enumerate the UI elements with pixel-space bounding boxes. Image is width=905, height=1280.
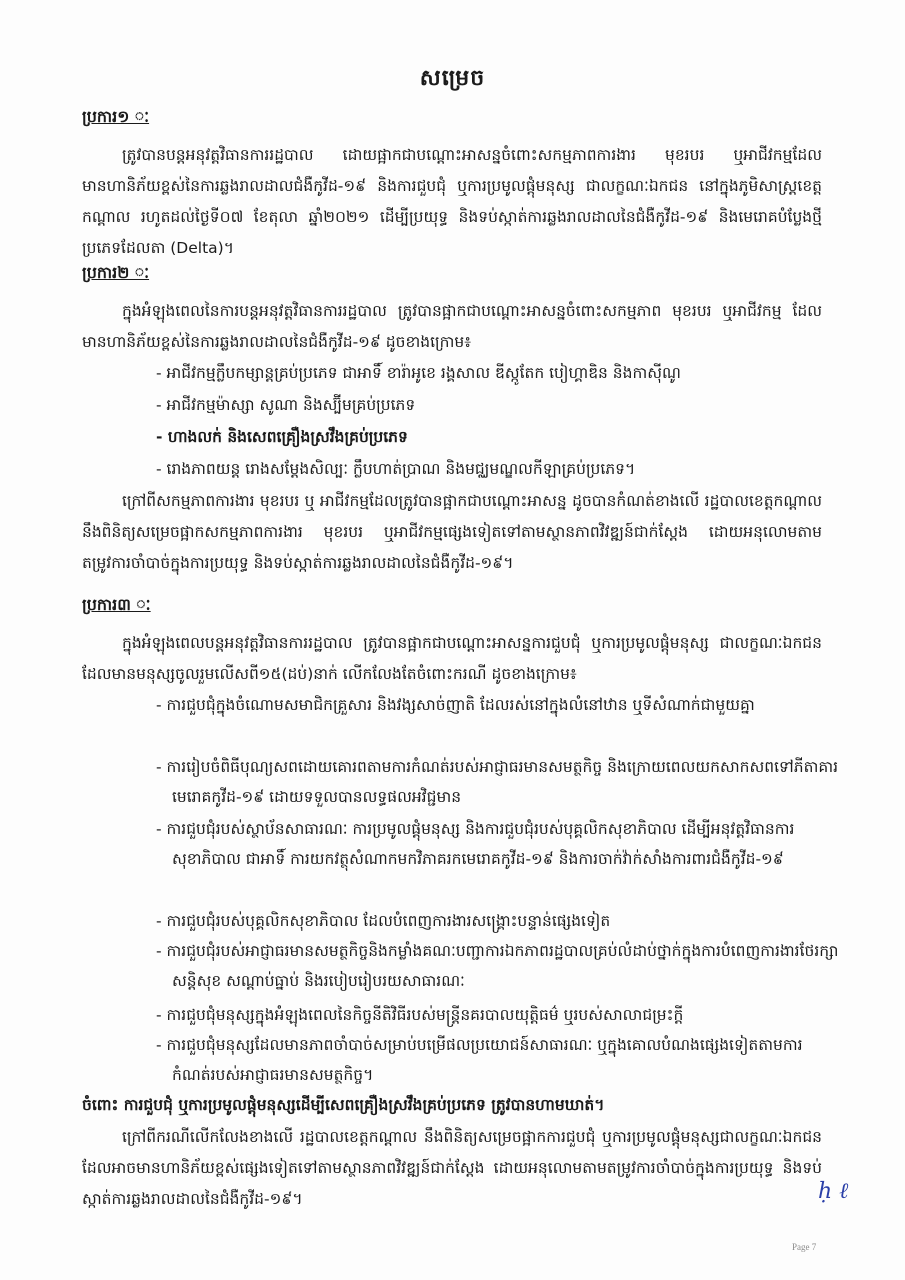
article-3-intro: ក្នុងអំឡុងពេលបន្តអនុវត្តវិធានការរដ្ឋបាល ត្រូវបានផ្អាកជាបណ្តោះអាសន្នការជួបជុំ ឬការប្រមូលផ្តុំមនុស្ស ជាលក្ខណៈឯកជនដែលមានមនុស្សចូលរួមលើសពី១៥(ដប់)នាក់ លើកលែងតែចំពោះករណី ដូចខាងក្រោម៖ bbox=[82, 634, 822, 683]
page-title: សម្រេច bbox=[419, 66, 486, 91]
article-2-heading: ប្រការ២ ៈ bbox=[82, 263, 150, 282]
article-1-text: ត្រូវបានបន្តអនុវត្តវិធានការរដ្ឋបាល ដោយផ្អាកជាបណ្តោះអាសន្នចំពោះសកម្មភាពការងារ មុខរបរ ឬអាជីវកម្មដែលមានហានិភ័យខ្ពស់នៃការឆ្លងរាលដាលជំងឺកូវីដ-១៩ និងការជួបជុំ ឬការប្រមូលផ្តុំមនុស្ស ជាលក្ខណៈឯកជន នៅក្នុងភូមិសាស្ត្រខេត្តកណ្តាល រហូតដល់ថ្ងៃទី០៧ ខែតុលា ឆ្នាំ២០២១ ដើម្បីប្រយុទ្ធ និងទប់ស្កាត់ការឆ្លងរាលដាលនៃជំងឺកូវីដ-១៩ និងមេរោគបំប្លែងថ្មីប្រភេទដែលតា (Delta)។ bbox=[82, 146, 822, 257]
article-3-item-6: - ការជួបជុំមនុស្សក្នុងអំឡុងពេលនៃកិច្ចនីតិវិធីរបស់មន្ត្រីនគរបាលយុត្តិធម៌ ឬរបស់សាលាជម្រះក្តី bbox=[156, 1006, 684, 1024]
article-3-item-5: - ការជួបជុំរបស់អាជ្ញាធរមានសមត្ថកិច្ចនិងកម្លាំងគណៈបញ្ជាការឯកភាពរដ្ឋបាលគ្រប់លំដាប់ថ្នាក់ក្នុងការបំពេញការងារថែរក្សាសន្តិសុខ សណ្តាប់ធ្នាប់ និងរបៀបរៀបរយសាធារណៈ bbox=[156, 942, 839, 990]
article-3-item-4: - ការជួបជុំរបស់បុគ្គលិកសុខាភិបាល ដែលបំពេញការងារសង្គ្រោះបន្ទាន់ផ្សេងទៀត bbox=[156, 912, 611, 930]
article-2-item-4: - រោងភាពយន្ត រោងសម្តែងសិល្បៈ ក្លឹបហាត់ប្រាណ និងមជ្ឈមណ្ឌលកីឡាគ្រប់ប្រភេទ។ bbox=[156, 460, 636, 478]
article-2-item-3: - ហាងលក់ និងសេពគ្រឿងស្រវឹងគ្រប់ប្រភេទ bbox=[156, 428, 408, 446]
article-2-item-2: - អាជីវកម្មម៉ាស្សា សូណា និងស្ប៊ីមគ្រប់ប្រភេទ bbox=[156, 396, 416, 414]
article-3-heading: ប្រការ៣ ៈ bbox=[82, 595, 151, 614]
article-1-heading: ប្រការ១ ៈ bbox=[82, 107, 150, 126]
article-2-item-1: - អាជីវកម្មក្លឹបកម្សាន្តគ្រប់ប្រភេទ ជាអាទិ៍ ខារ៉ាអូខេ រង្គសាល ឌីស្កូតែក បៀហ្គាឌិន និងកាស៊ីណូ bbox=[156, 364, 681, 382]
article-2-closing: ក្រៅពីសកម្មភាពការងារ មុខរបរ ឬ អាជីវកម្មដែលត្រូវបានផ្អាកជាបណ្តោះអាសន្ន ដូចបានកំណត់ខាងលើ រដ្ឋបាលខេត្តកណ្តាល នឹងពិនិត្យសម្រេចផ្អាកសកម្មភាពការងារ មុខរបរ ឬអាជីវកម្មផ្សេងទៀតទៅតាមស្ថានភាពវិវឌ្ឍន៍ជាក់ស្តែង ដោយអនុលោមតាមតម្រូវការចាំបាច់ក្នុងការប្រយុទ្ធ និងទប់ស្កាត់ការឆ្លងរាលដាលនៃជំងឺកូវីដ-១៩។ bbox=[82, 492, 822, 572]
handwritten-initials: ḥ ℓ bbox=[818, 1179, 849, 1204]
article-3-item-2: - ការរៀបចំពិធីបុណ្យសពដោយគោរពតាមការកំណត់របស់អាជ្ញាធរមានសមត្ថកិច្ច និងក្រោយពេលយកសាកសពទៅភីតាគារមេរោគកូវីដ-១៩ ដោយទទួលបានលទ្ធផលអវិជ្ជមាន bbox=[156, 758, 839, 806]
article-2-intro: ក្នុងអំឡុងពេលនៃការបន្តអនុវត្តវិធានការរដ្ឋបាល ត្រូវបានផ្អាកជាបណ្តោះអាសន្នចំពោះសកម្មភាព មុខរបរ ឬអាជីវកម្ម ដែលមានហានិភ័យខ្ពស់នៃការឆ្លងរាលដាលនៃជំងឺកូវីដ-១៩ ដូចខាងក្រោម៖ bbox=[82, 302, 822, 351]
page-number: Page 7 bbox=[792, 1242, 817, 1252]
article-3-item-7: - ការជួបជុំមនុស្សដែលមានភាពចាំបាច់សម្រាប់បម្រើផលប្រយោជន៍សាធារណៈ ឬក្នុងគោលបំណងផ្សេងទៀតតាមការកំណត់របស់អាជ្ញាធរមានសមត្ថកិច្ច។ bbox=[156, 1036, 803, 1084]
article-3-prohibition: ចំពោះ ការជួបជុំ ឬការប្រមូលផ្តុំមនុស្សដើម្បីសេពគ្រឿងស្រវឹងគ្រប់ប្រភេទ ត្រូវបានហាមឃាត់។ bbox=[82, 1096, 605, 1114]
article-3-closing: ក្រៅពីករណីលើកលែងខាងលើ រដ្ឋបាលខេត្តកណ្តាល នឹងពិនិត្យសម្រេចផ្អាកការជួបជុំ ឬការប្រមូលផ្តុំមនុស្សជាលក្ខណៈឯកជនដែលអាចមានហានិភ័យខ្ពស់ផ្សេងទៀតទៅតាមស្ថានភាពវិវឌ្ឍន៍ជាក់ស្តែង ដោយអនុលោមតាមតម្រូវការចាំបាច់ក្នុងការប្រយុទ្ធ និងទប់ស្កាត់ការឆ្លងរាលដាលនៃជំងឺកូវីដ-១៩។ bbox=[82, 1128, 822, 1208]
article-3-item-3: - ការជួបជុំរបស់ស្ថាប័នសាធារណៈ ការប្រមូលផ្តុំមនុស្ស និងការជួបជុំរបស់បុគ្គលិកសុខាភិបាល ដើម្បីអនុវត្តវិធានការសុខាភិបាល ជាអាទិ៍ ការយកវត្ថុសំណាកមកវិភាគរកមេរោគកូវីដ-១៩ និងការចាក់វ៉ាក់សាំងការពារជំងឺកូវីដ-១៩ bbox=[156, 820, 795, 868]
article-3-item-1: - ការជួបជុំក្នុងចំណោមសមាជិកគ្រួសារ និងវង្សសាច់ញាតិ ដែលរស់នៅក្នុងលំនៅឋាន ឬទីសំណាក់ជាមួយគ្នា bbox=[156, 696, 755, 714]
